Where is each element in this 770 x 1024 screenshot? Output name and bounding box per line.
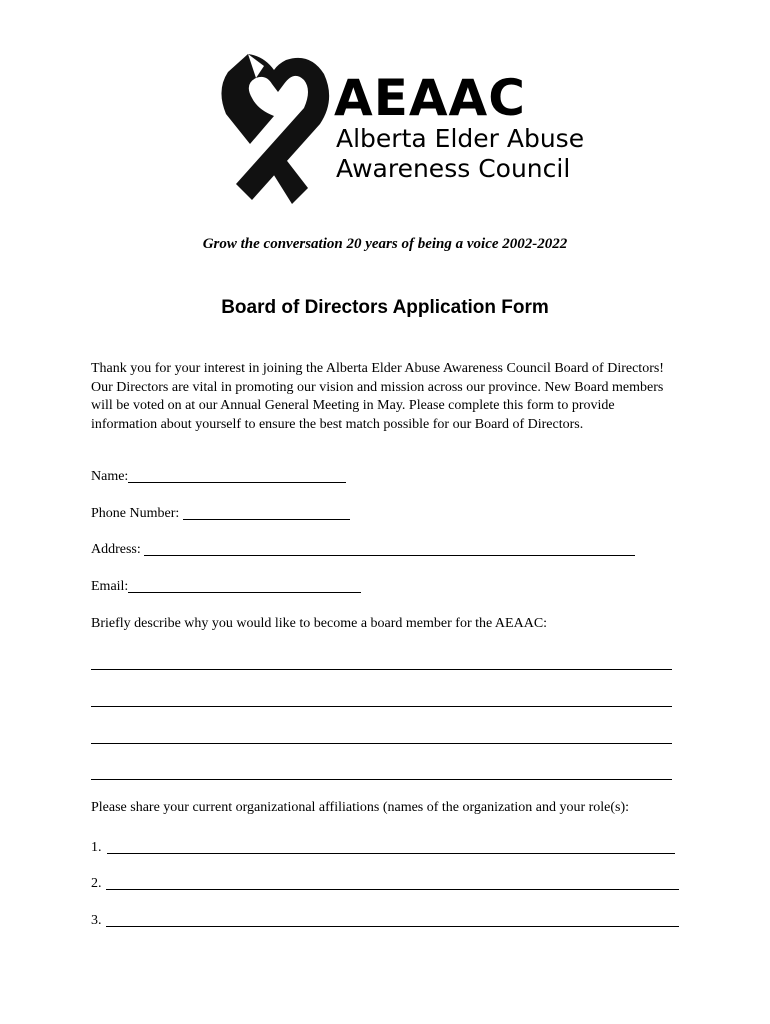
address-label: Address: (91, 542, 145, 557)
describe-line-3[interactable] (91, 743, 672, 744)
affiliation-input-line-2[interactable] (106, 875, 679, 890)
tagline: Grow the conversation 20 years of being a voice 2002-2022 (202, 236, 568, 252)
name-label: Name: (91, 469, 129, 484)
describe-line-2[interactable] (91, 706, 672, 707)
phone-input-line[interactable] (183, 505, 350, 520)
logo-acronym: AEAAC (334, 69, 526, 127)
affiliation-item-2 (91, 875, 679, 893)
phone-field (91, 505, 350, 523)
affiliation-number: 1. (91, 840, 102, 855)
affiliation-number: 2. (91, 876, 102, 891)
describe-prompt: Briefly describe why you would like to become a board member for the AEAAC: (91, 616, 548, 631)
email-input-line[interactable] (128, 578, 361, 593)
address-input-line[interactable] (144, 541, 635, 556)
address-field (91, 541, 635, 559)
name-input-line[interactable] (128, 468, 346, 483)
email-field (91, 578, 361, 596)
name-field (91, 468, 346, 486)
describe-line-1[interactable] (91, 669, 672, 670)
affiliation-input-line-3[interactable] (106, 912, 679, 927)
affiliation-input-line-1[interactable] (107, 839, 675, 854)
affiliation-item-3 (91, 912, 679, 930)
logo-name-line1: Alberta Elder Abuse (336, 124, 585, 153)
affiliations-prompt: Please share your current organizational affiliations (names of the organization and your role(s): (91, 800, 630, 815)
intro-paragraph: Thank you for your interest in joining the Alberta Elder Abuse Awareness Council Board of Directors! Our Directors are vital in promoting our vision and mission across our province. New Board members will be voted on at our Annual General Meeting in May. Please complete this form to provide information about yourself to ensure the best match possible for our Board of Directors. (91, 361, 664, 432)
affiliation-number: 3. (91, 913, 102, 928)
page-title: Board of Directors Application Form (221, 297, 549, 318)
heart-ribbon-logo-icon (218, 52, 333, 210)
email-label: Email: (91, 579, 129, 594)
affiliation-item-1 (91, 839, 675, 857)
phone-label: Phone Number: (91, 506, 183, 521)
describe-line-4[interactable] (91, 779, 672, 780)
logo-name-line2: Awareness Council (336, 154, 571, 183)
